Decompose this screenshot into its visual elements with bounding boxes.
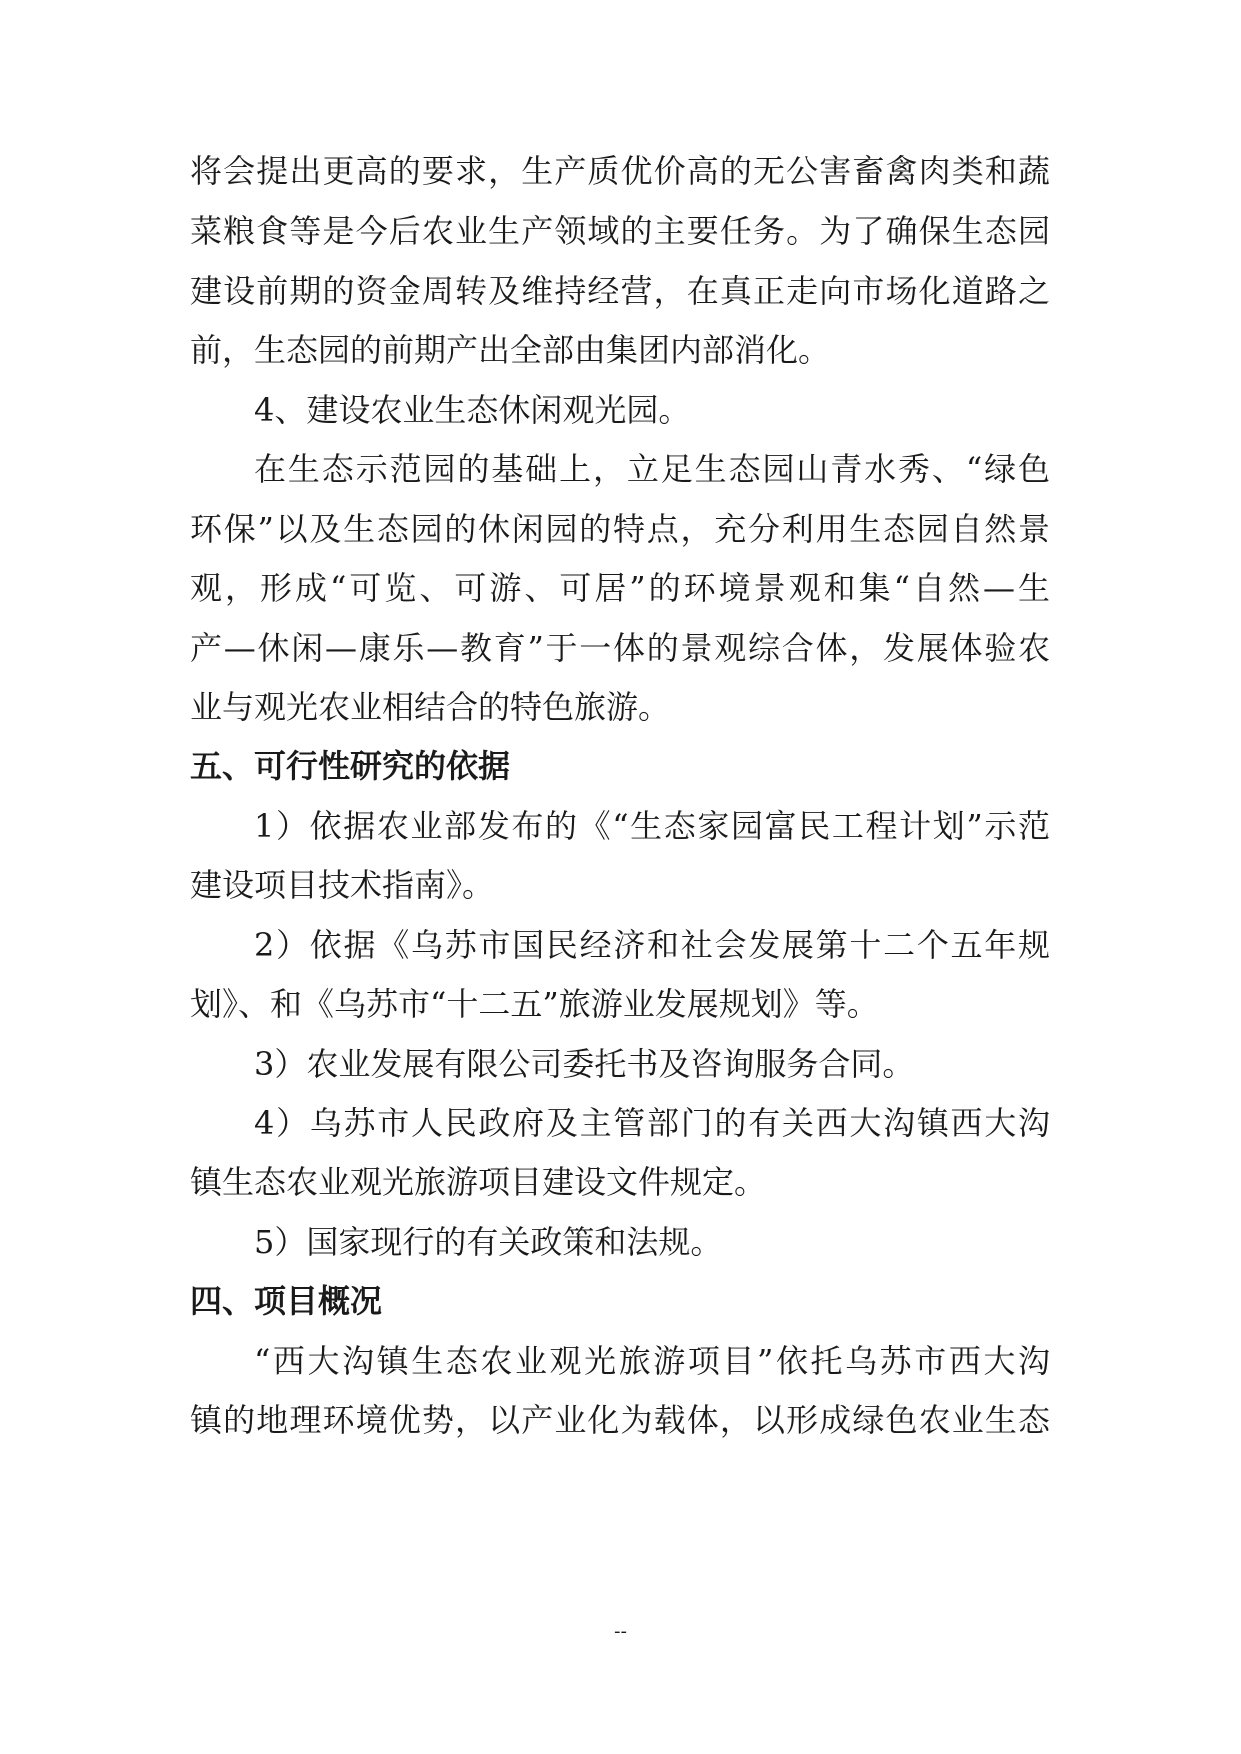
page-footer: -- <box>614 1621 627 1642</box>
section-heading: 四、项目概况 <box>190 1282 383 1320</box>
basis-item-line: 2）依据《乌苏市国民经济和社会发展第十二个五年规 <box>254 926 1050 964</box>
section-heading: 五、可行性研究的依据 <box>190 747 511 785</box>
basis-item-line: 5）国家现行的有关政策和法规。 <box>254 1223 723 1261</box>
paragraph-line: 在生态示范园的基础上，立足生态园山青水秀、“绿色 <box>254 450 1050 488</box>
paragraph-line: 前，生态园的前期产出全部由集团内部消化。 <box>190 331 831 369</box>
paragraph-line: 建设前期的资金周转及维持经营，在真正走向市场化道路之 <box>190 272 1050 310</box>
paragraph-line: 产—休闲—康乐—教育”于一体的景观综合体，发展体验农 <box>190 629 1050 667</box>
paragraph-line: 菜粮食等是今后农业生产领域的主要任务。为了确保生态园 <box>190 212 1050 250</box>
basis-item-line: 1）依据农业部发布的《“生态家园富民工程计划”示范 <box>254 807 1050 845</box>
paragraph-line: 环保”以及生态园的休闲园的特点，充分利用生态园自然景 <box>190 510 1050 548</box>
paragraph-line: 镇的地理环境优势，以产业化为载体，以形成绿色农业生态 <box>190 1401 1050 1439</box>
item-title: 4、建设农业生态休闲观光园。 <box>254 391 691 429</box>
paragraph-line: 业与观光农业相结合的特色旅游。 <box>190 688 671 726</box>
basis-item-line: 建设项目技术指南》。 <box>190 866 495 904</box>
basis-item-line: 3）农业发展有限公司委托书及咨询服务合同。 <box>254 1045 915 1083</box>
paragraph-line: 将会提出更高的要求，生产质优价高的无公害畜禽肉类和蔬 <box>190 152 1050 190</box>
basis-item-line: 镇生态农业观光旅游项目建设文件规定。 <box>190 1163 767 1201</box>
paragraph-line: “西大沟镇生态农业观光旅游项目”依托乌苏市西大沟 <box>254 1342 1050 1380</box>
paragraph-line: 观，形成“可览、可游、可居”的环境景观和集“自然—生 <box>190 569 1050 607</box>
basis-item-line: 划》、和《乌苏市“十二五”旅游业发展规划》等。 <box>190 985 879 1023</box>
basis-item-line: 4）乌苏市人民政府及主管部门的有关西大沟镇西大沟 <box>254 1104 1050 1142</box>
